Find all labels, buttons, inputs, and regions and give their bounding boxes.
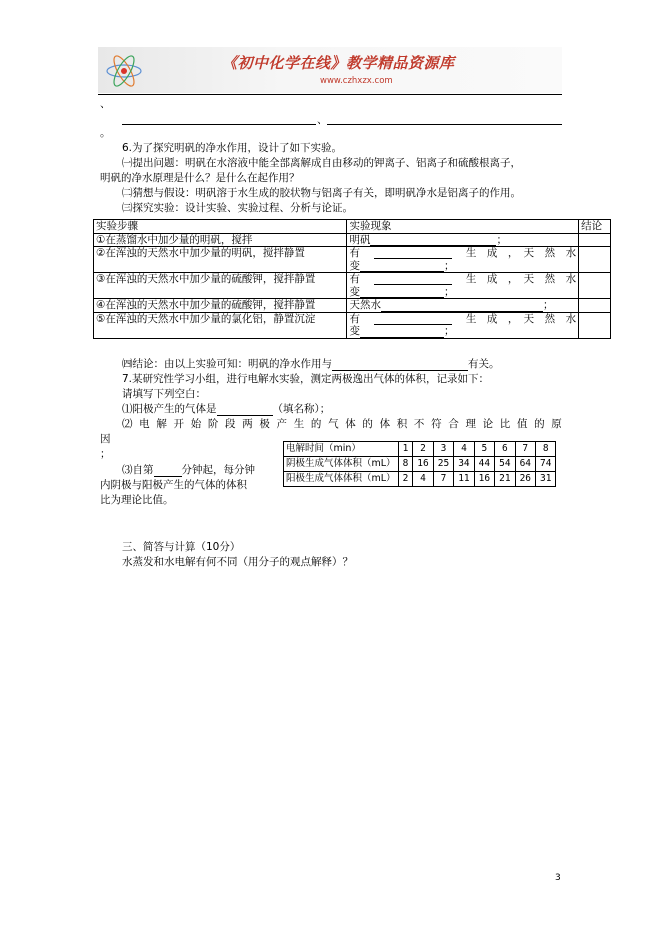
answer-blank[interactable] xyxy=(374,247,452,259)
table-cell: 64 xyxy=(515,457,535,472)
answer-blank[interactable] xyxy=(374,273,452,285)
conclusion-cell[interactable] xyxy=(579,312,611,338)
table-cell: 5 xyxy=(474,442,494,457)
row-label: 电解时间（min） xyxy=(284,442,399,457)
q6-intro: 6.为了探究明矾的净水作用，设计了如下实验。 xyxy=(122,142,343,154)
table-row xyxy=(284,472,556,487)
answer-blank[interactable] xyxy=(360,260,444,272)
phenomenon-cell: 有 生 成 ， 天 然 水 变 ； xyxy=(347,312,579,338)
q7-part2-char: 电 xyxy=(139,418,150,430)
table-cell: 21 xyxy=(495,472,515,487)
q7-part3-line2: 内阴极与阳极产生的气体的体积 xyxy=(100,479,247,491)
table-row xyxy=(94,299,611,313)
table-cell: 2 xyxy=(413,442,433,457)
q7-part2-char: 合 xyxy=(448,418,459,430)
step-cell: ①在蒸馏水中加少量的明矾，搅拌 xyxy=(94,233,347,247)
section3-question: 水蒸发和水电解有何不同（用分子的观点解释）？ xyxy=(122,556,353,568)
table-cell: 26 xyxy=(515,472,535,487)
q6-step1-line2: 明矾的净水原理是什么？是什么在起作用？ xyxy=(100,172,300,184)
step-cell: ③在浑浊的天然水中加少量的硫酸钾，搅拌静置 xyxy=(94,273,347,299)
q7-part2-end: 因 xyxy=(100,433,111,445)
conclusion-cell[interactable] xyxy=(579,299,611,313)
step-cell: ②在浑浊的天然水中加少量的明矾，搅拌静置 xyxy=(94,247,347,273)
table-cell: 7 xyxy=(433,472,453,487)
phenomenon-cell: 明矾 ； xyxy=(347,233,579,247)
q7-part2-char: 论 xyxy=(482,418,494,430)
page-number: 3 xyxy=(555,873,561,883)
q7-part2-char: 的 xyxy=(310,418,322,430)
q7-part2-char: 原 xyxy=(551,418,562,430)
header-phenomenon: 实验现象 xyxy=(347,220,579,234)
q7-part2-char: 生 xyxy=(293,418,305,430)
q7-intro: 7.某研究性学习小组，进行电解水实验，测定两极逸出气体的体积，记录如下： xyxy=(122,373,490,385)
header-step: 实验步骤 xyxy=(94,220,347,234)
dun-mark: 、 xyxy=(100,98,111,110)
q7-part2-char: 的 xyxy=(534,418,545,430)
q7-part2-char: 比 xyxy=(499,418,511,430)
table-cell: 3 xyxy=(433,442,453,457)
q7-part2-char: 阶 xyxy=(207,418,219,430)
table-row xyxy=(94,247,611,273)
table-cell: 2 xyxy=(398,472,413,487)
q7-part2-char: 积 xyxy=(396,418,408,430)
q7-part2-char: 始 xyxy=(190,418,202,430)
q7-part2-char: 不 xyxy=(413,418,425,430)
table-cell: 7 xyxy=(515,442,535,457)
q7-part2-char: 开 xyxy=(173,418,185,430)
answer-blank[interactable] xyxy=(217,404,273,416)
electrolysis-data-table xyxy=(283,441,556,487)
header-url: www.czhxzx.com xyxy=(320,76,393,86)
table-cell: 16 xyxy=(413,457,433,472)
q7-part2-char: 符 xyxy=(431,418,442,430)
q7-part2-char: 体 xyxy=(345,418,356,430)
conclusion-cell[interactable] xyxy=(579,273,611,299)
table-cell: 11 xyxy=(454,472,474,487)
table-cell: 31 xyxy=(536,472,556,487)
q7-prompt: 请填写下列空白： xyxy=(122,388,206,400)
q7-part3-line1: ⑶自第 分钟起，每分钟 xyxy=(122,464,255,476)
table-header-row xyxy=(94,220,611,234)
phenomenon-cell: 有 生 成 ， 天 然 水 变 ； xyxy=(347,247,579,273)
table-cell: 44 xyxy=(474,457,494,472)
experiment-table xyxy=(93,219,611,339)
table-row xyxy=(94,312,611,338)
row-label: 阳极生成气体体积（mL） xyxy=(284,472,399,487)
atom-logo-icon xyxy=(104,53,144,89)
q7-part2-char: 值 xyxy=(516,418,528,430)
conclusion-cell[interactable] xyxy=(579,247,611,273)
q7-part3-line3: 比为理论比值。 xyxy=(100,494,174,506)
step-cell: ⑤在浑浊的天然水中加少量的氯化铝，静置沉淀 xyxy=(94,312,347,338)
phenomenon-cell: 有 生 成 ， 天 然 水 变 ； xyxy=(347,273,579,299)
q6-step2: ㈡猜想与假设：明矾溶于水生成的胶状物与铝离子有关，即明矾净水是铝离子的作用。 xyxy=(122,187,521,199)
q7-part2-char: 解 xyxy=(156,418,167,430)
answer-blank[interactable] xyxy=(370,234,496,246)
answer-blank[interactable] xyxy=(332,359,468,371)
table-cell: 4 xyxy=(413,472,433,487)
table-row xyxy=(94,233,611,247)
q6-step3: ㈢探究实验：设计实验、实验过程、分析与论证。 xyxy=(122,202,353,214)
header-conclusion: 结论 xyxy=(579,220,611,234)
q7-part2-char: 极 xyxy=(259,418,270,430)
answer-blank[interactable] xyxy=(381,300,543,312)
conclusion-cell[interactable] xyxy=(579,233,611,247)
dun-mark-2: 、 xyxy=(317,114,328,126)
q7-part2-char: 产 xyxy=(276,418,288,430)
header-rule xyxy=(98,94,562,95)
table-cell: 25 xyxy=(433,457,453,472)
header-title: 《初中化学在线》教学精品资源库 xyxy=(222,54,455,72)
q7-part2-char: ⑵ xyxy=(122,418,133,430)
answer-blank[interactable] xyxy=(360,326,444,338)
q7-part2-char: 气 xyxy=(328,418,339,430)
answer-blank-2[interactable] xyxy=(327,124,562,125)
table-cell: 8 xyxy=(536,442,556,457)
table-cell: 4 xyxy=(454,442,474,457)
q7-part2-semicolon: ； xyxy=(100,448,111,460)
q7-part2-char: 理 xyxy=(465,418,476,430)
table-row xyxy=(94,273,611,299)
table-cell: 1 xyxy=(398,442,413,457)
q7-part2-line xyxy=(122,418,562,431)
q7-part2-char: 体 xyxy=(379,418,391,430)
table-cell: 6 xyxy=(495,442,515,457)
answer-blank[interactable] xyxy=(154,465,182,477)
q7-part2-char: 两 xyxy=(242,418,253,430)
table-cell: 74 xyxy=(536,457,556,472)
answer-blank[interactable] xyxy=(360,286,444,298)
q6-conclusion: ㈣结论：由以上实验可知：明矾的净水作用与 有关。 xyxy=(122,358,500,370)
phenomenon-cell: 天然水 ； xyxy=(347,299,579,313)
table-row xyxy=(284,457,556,472)
table-cell: 16 xyxy=(474,472,494,487)
table-cell: 34 xyxy=(454,457,474,472)
section3-title: 三、简答与计算（10分） xyxy=(122,541,241,553)
answer-blank[interactable] xyxy=(374,313,452,325)
table-row xyxy=(284,442,556,457)
answer-blank-1[interactable] xyxy=(122,124,316,125)
period-mark: 。 xyxy=(100,127,111,139)
q7-part1: ⑴阳极产生的气体是 （填名称）； xyxy=(122,403,331,415)
table-cell: 8 xyxy=(398,457,413,472)
q6-step1-line1: ㈠提出问题：明矾在水溶液中能全部离解成自由移动的钾离子、铝离子和硫酸根离子， xyxy=(122,157,521,169)
step-cell: ④在浑浊的天然水中加少量的硫酸钾，搅拌静置 xyxy=(94,299,347,313)
table-cell: 54 xyxy=(495,457,515,472)
row-label: 阴极生成气体体积（mL） xyxy=(284,457,399,472)
q7-part2-char: 的 xyxy=(362,418,373,430)
q7-part2-char: 段 xyxy=(225,418,236,430)
